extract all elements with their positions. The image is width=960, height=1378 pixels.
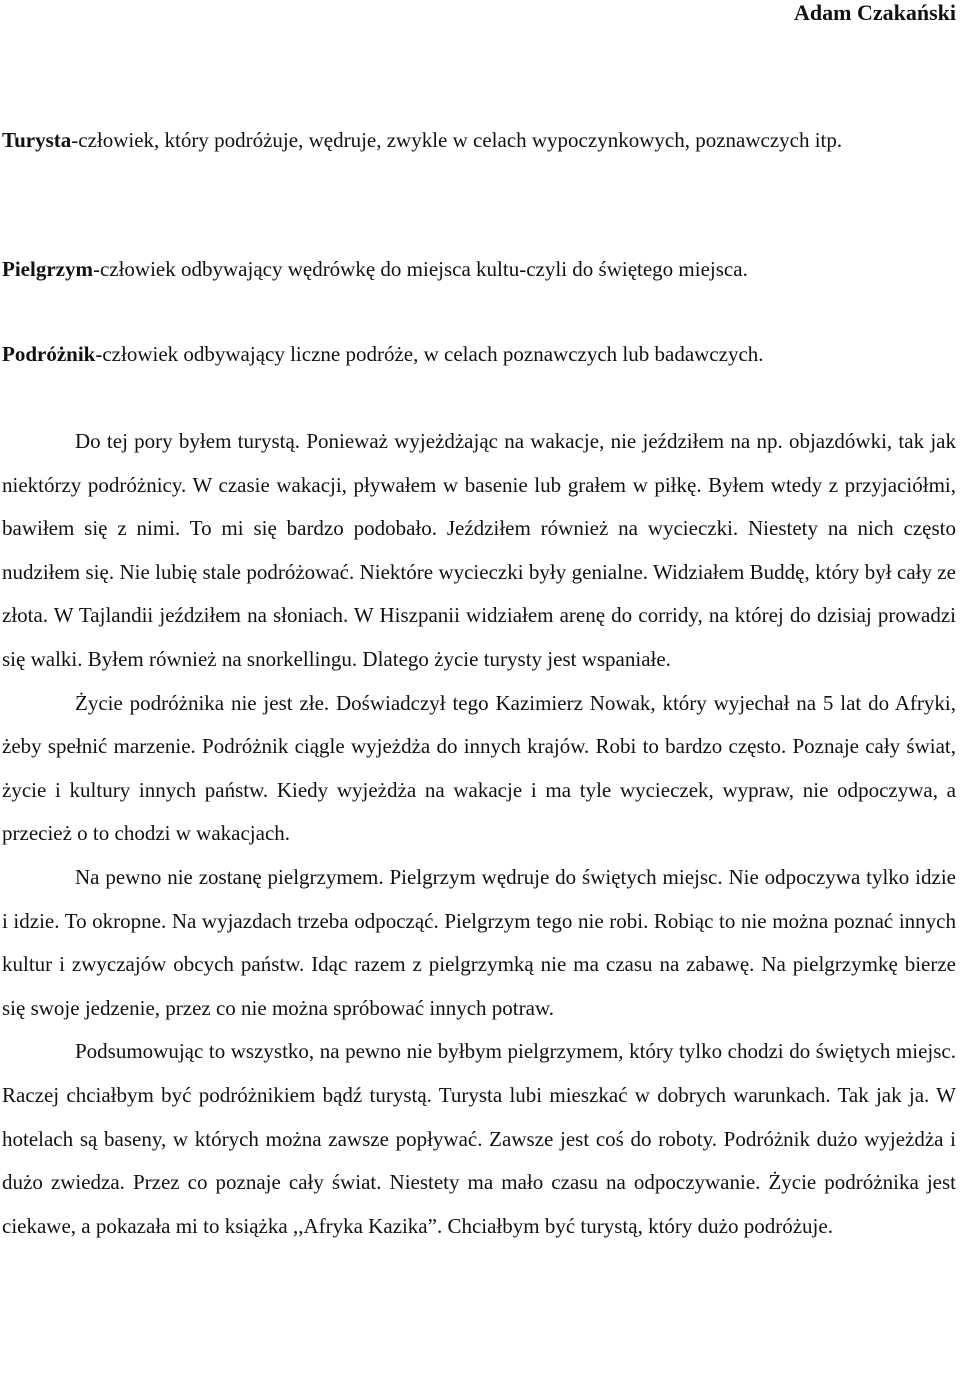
definition-term: Podróżnik <box>2 342 96 366</box>
definition-text: -człowiek odbywający liczne podróże, w celach poznawczych lub badawczych. <box>95 342 764 366</box>
definition-text: -człowiek, który podróżuje, wędruje, zwykle w celach wypoczynkowych, poznawczych itp. <box>71 128 843 152</box>
essay-paragraph: Życie podróżnika nie jest złe. Doświadczył tego Kazimierz Nowak, który wyjechał na 5 lat do Afryki, żeby spełnić marzenie. Podróżnik ciągle wyjeżdża do innych krajów. Robi to bardzo często. Poznaje cały świat, życie i kultury innych państw. Kiedy wyjeżdża na wakacje i ma tyle wycieczek, wypraw, nie odpoczywa, a przecież o to chodzi w wakacjach. <box>2 690 956 846</box>
essay-paragraph: Podsumowując to wszystko, na pewno nie byłbym pielgrzymem, który tylko chodzi do świętych miejsc. Raczej chciałbym być podróżnikiem bądź turystą. Turysta lubi mieszkać w dobrych warunkach. Tak jak ja. W hotelach są baseny, w których można zawsze popływać. Zawsze jest coś do roboty. Podróżnik dużo wyjeżdża i dużo zwiedza. Przez co poznaje cały świat. Niestety ma mało czasu na odpoczywanie. Życie podróżnika jest ciekawe, a pokazała mi to książka ,,Afryka Kazika”. Chciałbym być turystą, który dużo podróżuje. <box>2 1039 956 1238</box>
author-name: Adam Czakański <box>794 0 956 25</box>
definition-traveler <box>2 333 956 376</box>
definition-tourist <box>2 119 956 162</box>
definition-term: Turysta <box>2 128 72 152</box>
essay-paragraph: Na pewno nie zostanę pielgrzymem. Pielgrzym wędruje do świętych miejsc. Nie odpoczywa tylko idzie i idzie. To okropne. Na wyjazdach trzeba odpocząć. Pielgrzym tego nie robi. Robiąc to nie można poznać innych kultur i zwyczajów obcych państw. Idąc razem z pielgrzymką nie ma czasu na zabawę. Na pielgrzymkę bierze się swoje jedzenie, przez co nie można spróbować innych potraw. <box>2 864 956 1020</box>
essay-body <box>2 420 956 1248</box>
definition-pilgrim <box>2 248 956 291</box>
definition-term: Pielgrzym <box>2 257 93 281</box>
essay-paragraph: Do tej pory byłem turystą. Ponieważ wyjeżdżając na wakacje, nie jeździłem na np. objazdówki, tak jak niektórzy podróżnicy. W czasie wakacji, pływałem w basenie lub grałem w piłkę. Byłem wtedy z przyjaciółmi, bawiłem się z nimi. To mi się bardzo podobało. Jeździłem również na wycieczki. Niestety na nich często nudziłem się. Nie lubię stale podróżować. Niektóre wycieczki były genialne. Widziałem Buddę, który był cały ze złota. W Tajlandii jeździłem na słoniach. W Hiszpanii widziałem arenę do corridy, na której do dzisiaj prowadzi się walki. Byłem również na snorkellingu. Dlatego życie turysty jest wspaniałe. <box>2 429 956 671</box>
definition-text: -człowiek odbywający wędrówkę do miejsca kultu-czyli do świętego miejsca. <box>92 257 748 281</box>
